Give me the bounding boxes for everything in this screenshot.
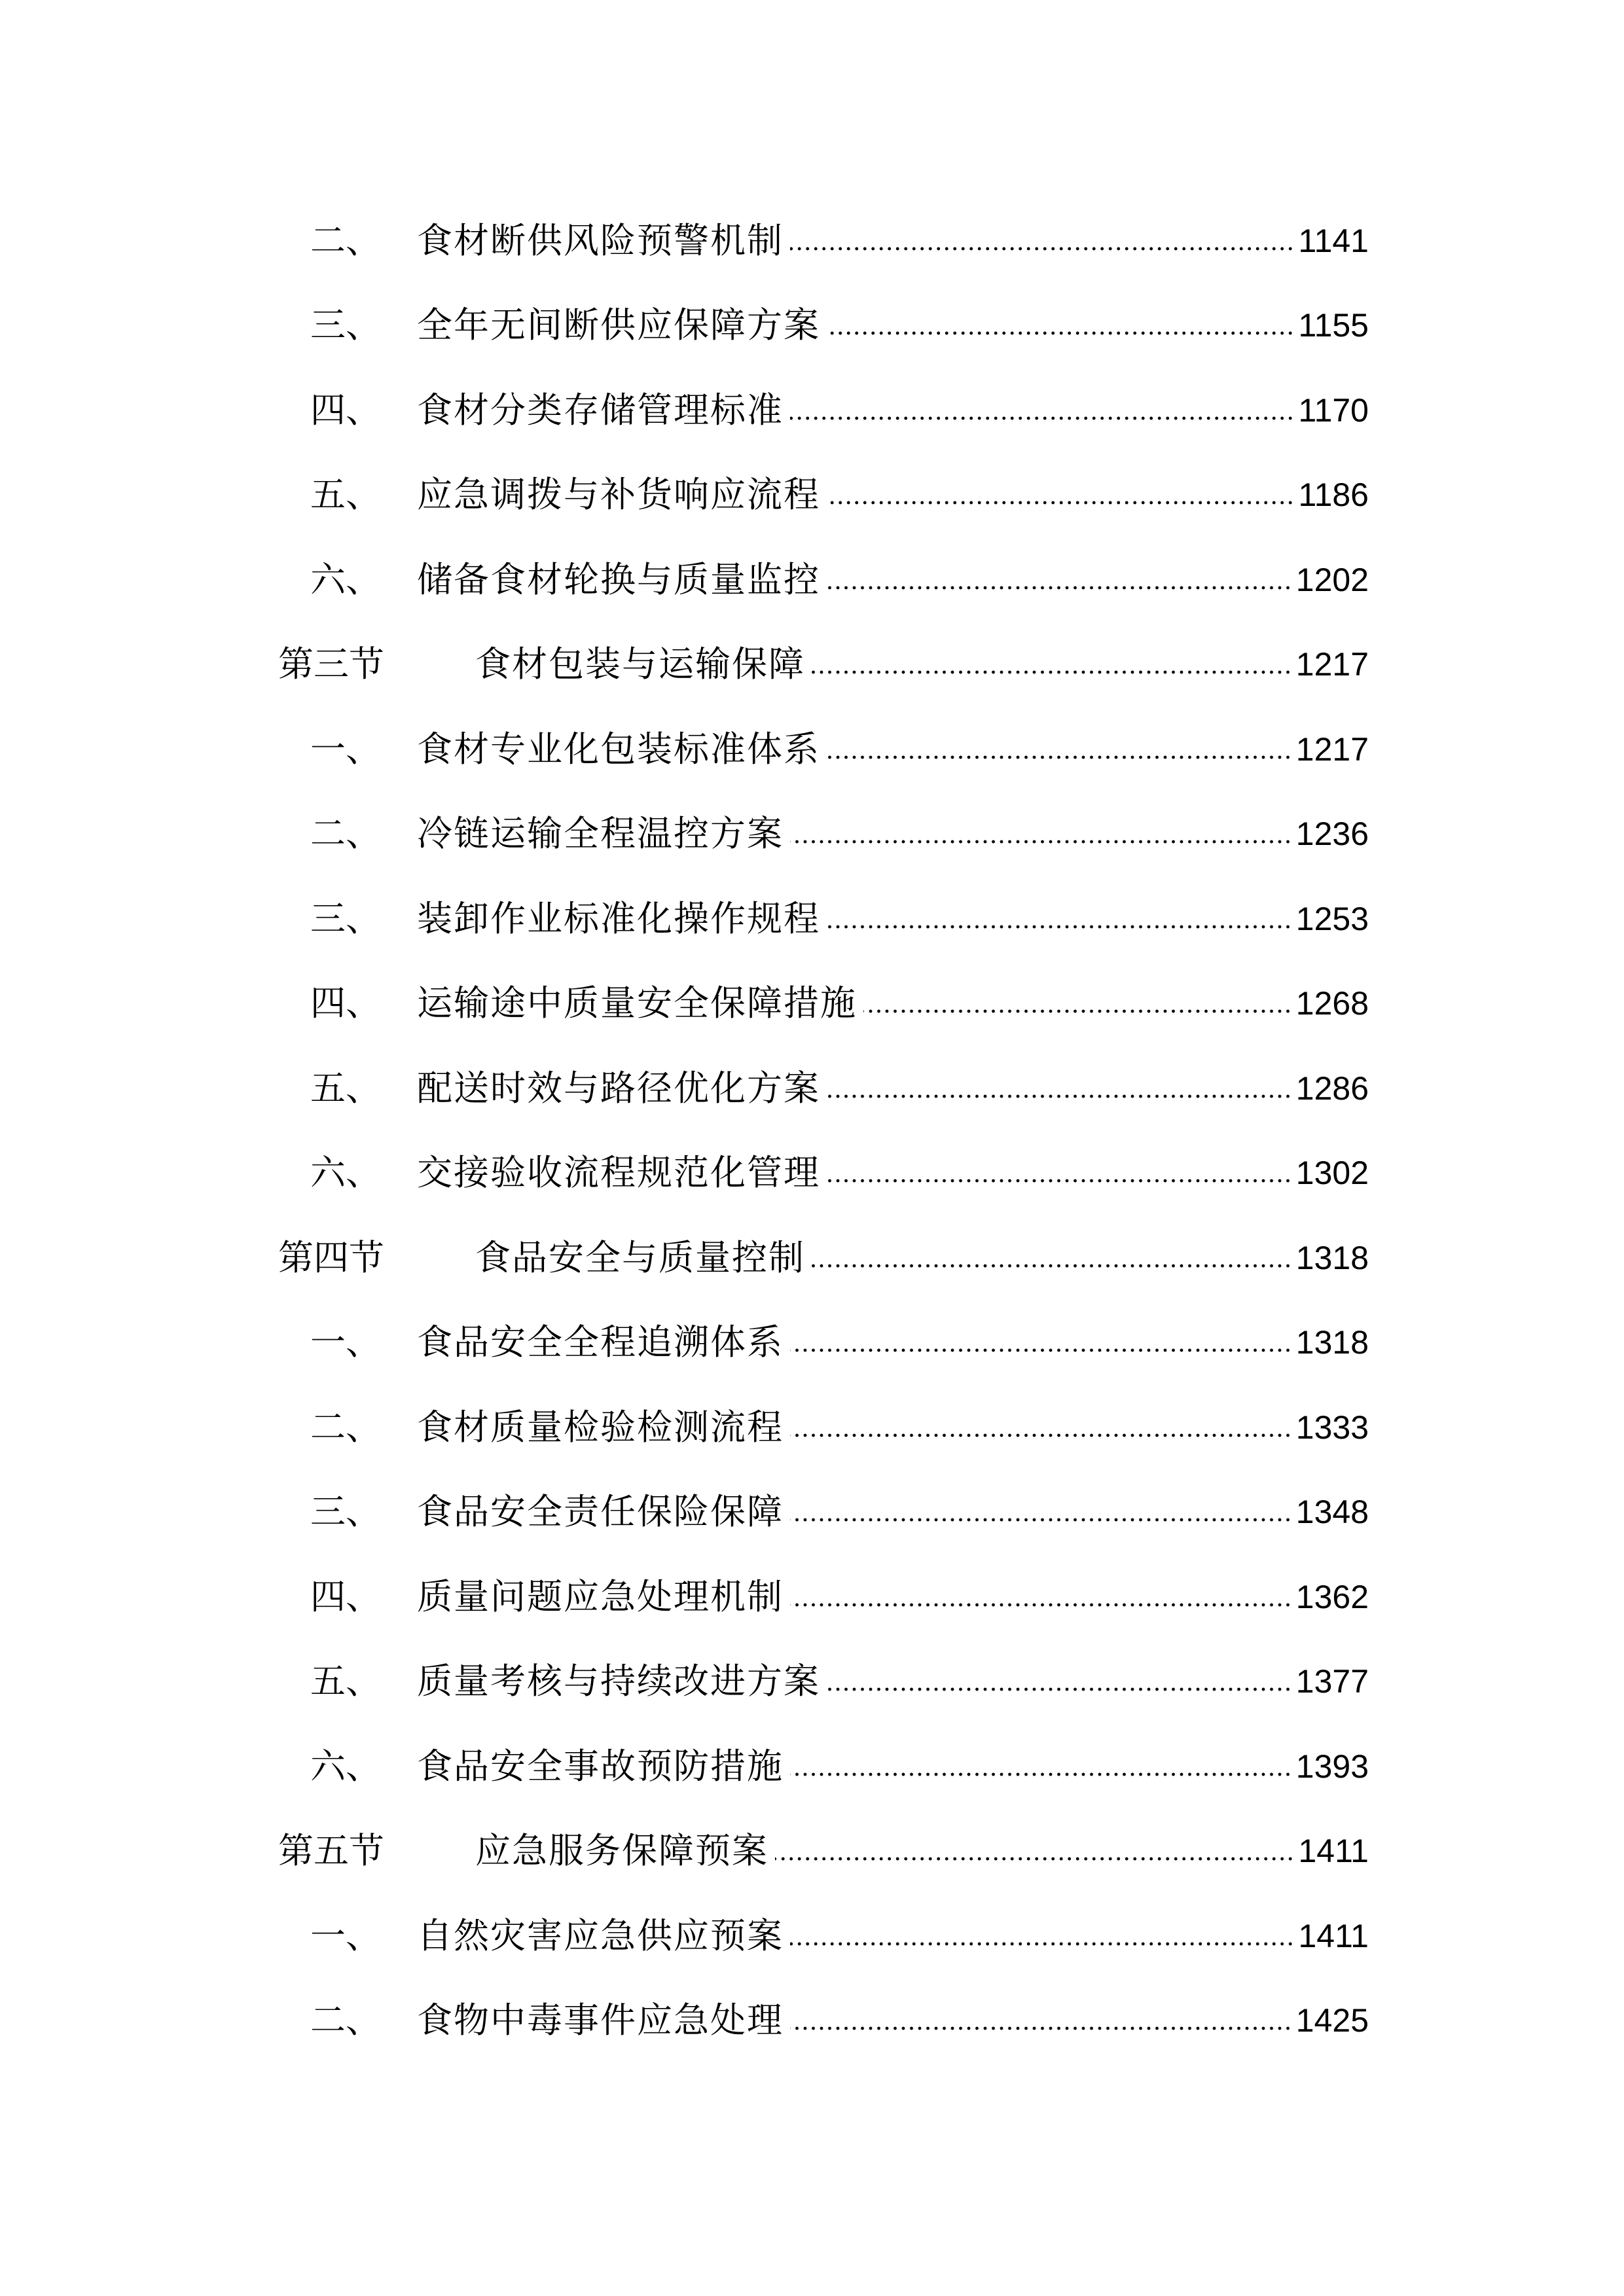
toc-entry-page-number: 1333 <box>1295 1408 1369 1446</box>
toc-entry[interactable] <box>0 1131 1624 1216</box>
toc-entry-page-number: 1186 <box>1298 476 1369 514</box>
toc-entry-title: 食品安全全程追溯体系 <box>417 1321 784 1363</box>
toc-entry[interactable] <box>0 876 1624 961</box>
dot-leader <box>790 1918 1294 1954</box>
toc-entry-title: 交接验收流程规范化管理 <box>417 1152 820 1194</box>
dot-leader <box>827 308 1294 343</box>
dot-leader <box>775 1833 1294 1869</box>
toc-entry-title: 配送时效与路径优化方案 <box>417 1067 820 1109</box>
toc-entry[interactable] <box>0 1724 1624 1809</box>
dot-leader <box>827 562 1292 598</box>
toc-entry-number: 二、 <box>310 2000 381 2041</box>
dot-leader <box>790 1749 1292 1784</box>
toc-entry-title: 装卸作业标准化操作规程 <box>417 897 820 939</box>
toc-entry[interactable] <box>0 283 1624 368</box>
toc-entry-page-number: 1348 <box>1295 1494 1369 1531</box>
toc-entry-title: 质量考核与持续改进方案 <box>417 1660 820 1702</box>
dot-leader <box>827 1071 1292 1106</box>
dot-leader <box>790 393 1294 428</box>
dot-leader <box>827 732 1292 767</box>
toc-entry-page-number: 1217 <box>1295 646 1369 683</box>
toc-entry-title: 食材分类存储管理标准 <box>417 389 784 431</box>
toc-entry-page-number: 1425 <box>1295 2002 1369 2039</box>
toc-entry-page-number: 1141 <box>1298 222 1369 259</box>
toc-entry-title: 食品安全事故预防措施 <box>417 1745 784 1787</box>
dot-leader <box>827 477 1294 512</box>
dot-leader <box>790 1494 1292 1530</box>
toc-entry-page-number: 1202 <box>1295 561 1369 598</box>
toc-entry[interactable] <box>0 453 1624 538</box>
toc-entry-number: 三、 <box>310 304 381 346</box>
table-of-contents <box>0 198 1624 2063</box>
dot-leader <box>790 2003 1292 2038</box>
toc-entry-title: 食品安全与质量控制 <box>475 1236 805 1278</box>
toc-entry-number: 一、 <box>310 728 381 770</box>
dot-leader <box>790 223 1294 259</box>
toc-entry-number: 六、 <box>310 1152 381 1194</box>
toc-entry[interactable] <box>0 1470 1624 1555</box>
toc-section-entry[interactable] <box>0 622 1624 708</box>
toc-entry-title: 质量问题应急处理机制 <box>417 1575 784 1617</box>
toc-entry-number: 四、 <box>310 1575 381 1617</box>
toc-entry-page-number: 1253 <box>1295 900 1369 937</box>
toc-entry-number: 五、 <box>310 1067 381 1109</box>
toc-entry-title: 自然灾害应急供应预案 <box>417 1914 784 1956</box>
toc-entry-number: 五、 <box>310 474 381 516</box>
toc-entry-number: 四、 <box>310 982 381 1024</box>
toc-entry-title: 食物中毒事件应急处理 <box>417 2000 784 2041</box>
toc-entry-page-number: 1286 <box>1295 1069 1369 1107</box>
toc-entry-number: 二、 <box>310 1406 381 1448</box>
dot-leader <box>790 1325 1292 1360</box>
toc-entry-title: 应急服务保障预案 <box>475 1830 768 1872</box>
toc-entry-title: 食材专业化包装标准体系 <box>417 728 820 770</box>
toc-entry[interactable] <box>0 1893 1624 1979</box>
toc-entry-page-number: 1302 <box>1295 1155 1369 1192</box>
toc-entry-title: 全年无间断供应保障方案 <box>417 304 820 346</box>
dot-leader <box>790 1410 1292 1445</box>
toc-entry[interactable] <box>0 1385 1624 1470</box>
toc-entry-page-number: 1268 <box>1295 985 1369 1022</box>
toc-entry[interactable] <box>0 1640 1624 1725</box>
toc-entry[interactable] <box>0 368 1624 453</box>
toc-entry-page-number: 1411 <box>1298 1833 1369 1870</box>
toc-entry-page-number: 1170 <box>1298 391 1369 429</box>
toc-entry-page-number: 1318 <box>1295 1239 1369 1276</box>
toc-entry[interactable] <box>0 537 1624 622</box>
toc-entry-page-number: 1411 <box>1298 1917 1369 1954</box>
toc-entry[interactable] <box>0 1046 1624 1131</box>
toc-entry-number: 二、 <box>310 219 381 261</box>
toc-entry[interactable] <box>0 198 1624 283</box>
toc-entry-title: 食材断供风险预警机制 <box>417 219 784 261</box>
toc-entry-number: 一、 <box>310 1914 381 1956</box>
toc-entry-number: 四、 <box>310 389 381 431</box>
toc-entry-page-number: 1362 <box>1295 1578 1369 1615</box>
toc-section-entry[interactable] <box>0 1215 1624 1300</box>
toc-entry-page-number: 1393 <box>1295 1748 1369 1785</box>
toc-entry-number: 二、 <box>310 813 381 855</box>
toc-entry-page-number: 1217 <box>1295 730 1369 768</box>
toc-entry-number: 一、 <box>310 1321 381 1363</box>
dot-leader <box>790 1579 1292 1615</box>
toc-entry-title: 食品安全责任保险保障 <box>417 1491 784 1533</box>
dot-leader <box>827 901 1292 937</box>
toc-entry-number: 六、 <box>310 1745 381 1787</box>
toc-entry-number: 三、 <box>310 897 381 939</box>
dot-leader <box>863 986 1292 1021</box>
toc-entry[interactable] <box>0 1554 1624 1640</box>
dot-leader <box>827 1664 1292 1699</box>
toc-entry[interactable] <box>0 707 1624 792</box>
toc-entry-number: 三、 <box>310 1491 381 1533</box>
toc-entry[interactable] <box>0 1300 1624 1386</box>
toc-entry-page-number: 1318 <box>1295 1324 1369 1361</box>
toc-entry-title: 冷链运输全程温控方案 <box>417 813 784 855</box>
toc-entry-page-number: 1155 <box>1298 307 1369 344</box>
dot-leader <box>790 816 1292 852</box>
toc-entry-number: 第三节 <box>278 643 384 685</box>
toc-entry-title: 储备食材轮换与质量监控 <box>417 558 820 600</box>
toc-entry-title: 食材质量检验检测流程 <box>417 1406 784 1448</box>
toc-entry-number: 第四节 <box>278 1236 384 1278</box>
toc-entry-title: 运输途中质量安全保障措施 <box>417 982 857 1024</box>
dot-leader <box>812 1240 1292 1276</box>
dot-leader <box>827 1155 1292 1191</box>
toc-entry-number: 第五节 <box>278 1830 384 1872</box>
toc-entry[interactable] <box>0 961 1624 1047</box>
toc-entry-number: 五、 <box>310 1660 381 1702</box>
toc-entry-page-number: 1377 <box>1295 1663 1369 1700</box>
toc-entry-title: 应急调拨与补货响应流程 <box>417 474 820 516</box>
toc-entry[interactable] <box>0 1979 1624 2064</box>
toc-entry[interactable] <box>0 792 1624 877</box>
toc-entry-page-number: 1236 <box>1295 816 1369 853</box>
toc-section-entry[interactable] <box>0 1809 1624 1894</box>
toc-entry-number: 六、 <box>310 558 381 600</box>
toc-entry-title: 食材包装与运输保障 <box>475 643 805 685</box>
dot-leader <box>812 647 1292 682</box>
